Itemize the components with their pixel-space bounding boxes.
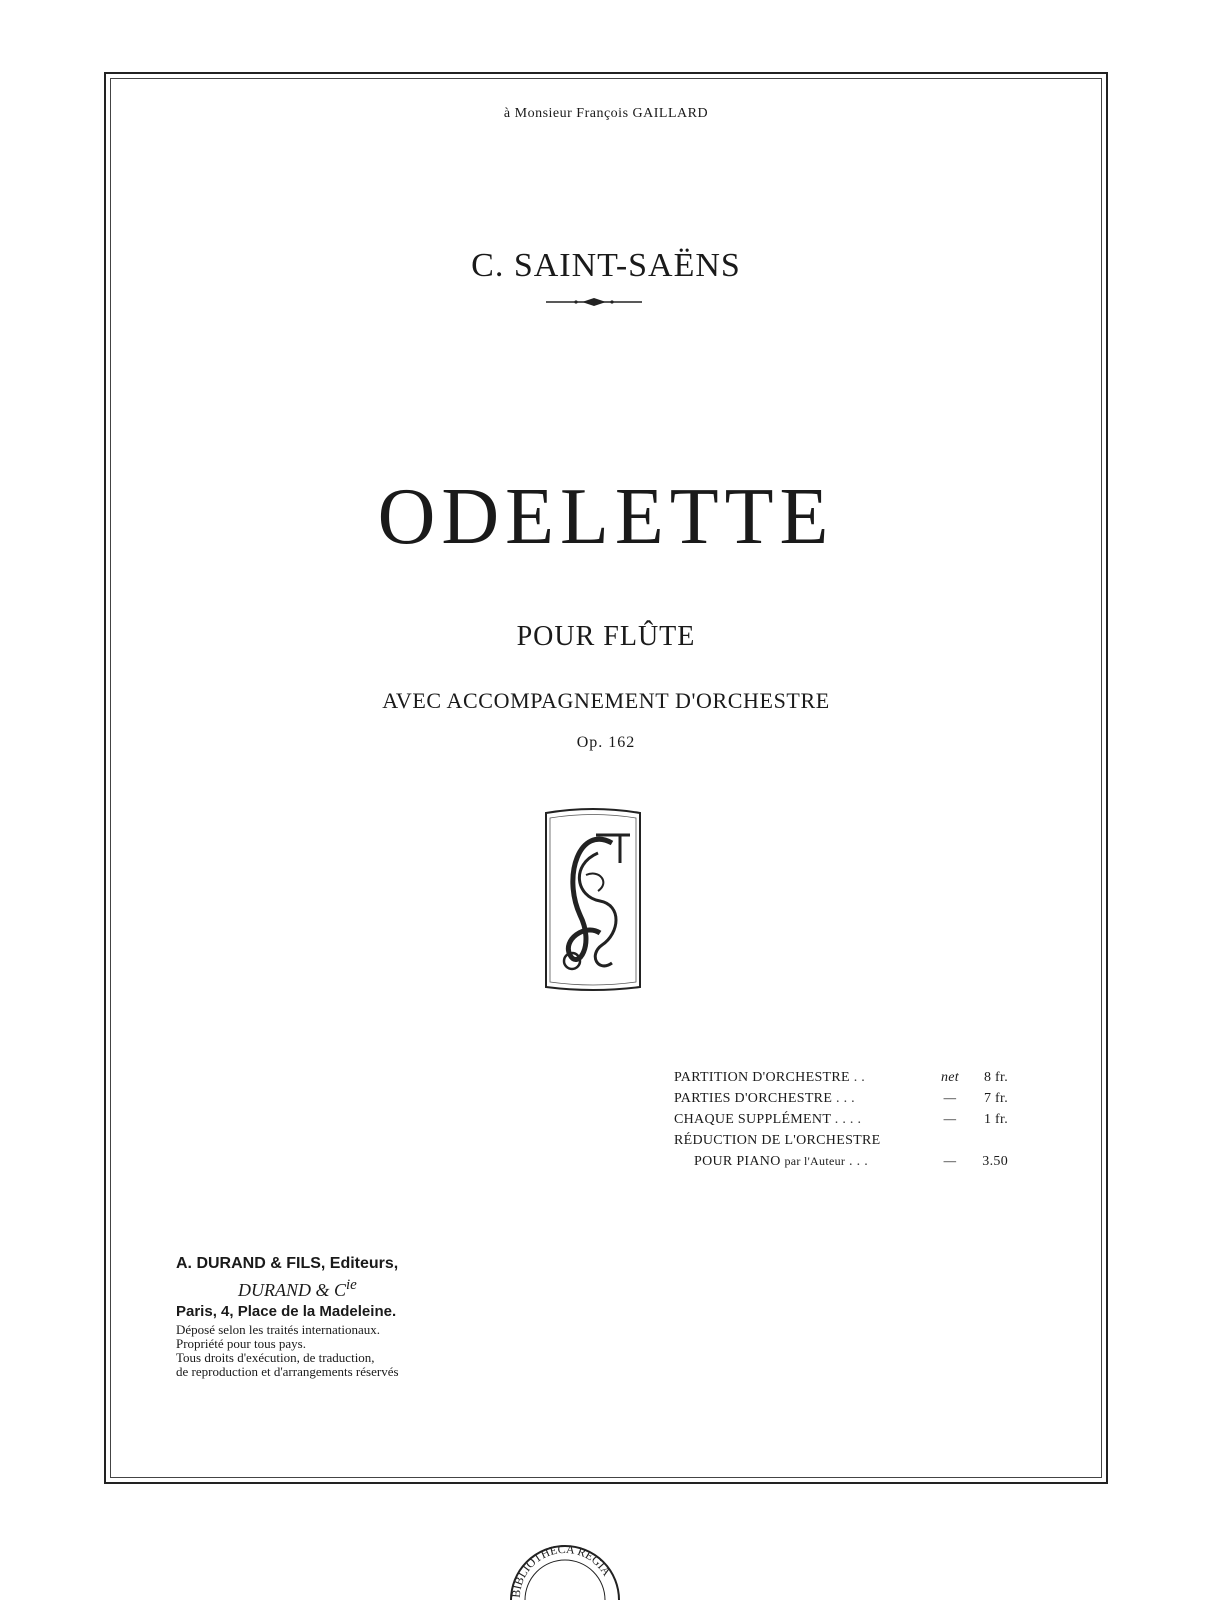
opus-number: Op. 162 bbox=[576, 734, 636, 751]
dedication: à Monsieur François GAILLARD bbox=[503, 106, 709, 121]
price-value: 7 fr. bbox=[983, 1091, 1008, 1106]
price-row bbox=[674, 1130, 1014, 1151]
publisher-name: A. DURAND & FILS, Editeurs, bbox=[176, 1255, 399, 1272]
publisher-block bbox=[176, 1254, 506, 1379]
publisher-address: Paris, 4, Place de la Madeleine. bbox=[176, 1303, 397, 1320]
svg-text:BIBLIOTHECA REGIA bbox=[509, 1542, 614, 1598]
rights-line: Déposé selon les traités internationaux. bbox=[176, 1322, 380, 1337]
price-value: 1 fr. bbox=[983, 1112, 1008, 1127]
price-caption: par l'Auteur bbox=[784, 1154, 846, 1168]
price-mark: net bbox=[940, 1070, 959, 1085]
stamp-text: BIBLIOTHECA REGIA bbox=[508, 1541, 615, 1599]
publisher-successor-name: DURAND & C bbox=[238, 1280, 346, 1300]
publisher-successor bbox=[176, 1274, 506, 1301]
price-row bbox=[674, 1151, 1014, 1172]
work-title: ODELETTE bbox=[377, 473, 835, 561]
price-value: 8 fr. bbox=[983, 1070, 1008, 1085]
price-row bbox=[674, 1088, 1014, 1109]
instrument-subtitle: POUR FLÛTE bbox=[516, 621, 696, 652]
price-item: PARTITION D'ORCHESTRE bbox=[674, 1070, 850, 1085]
accompaniment-line: AVEC ACCOMPAGNEMENT D'ORCHESTRE bbox=[382, 688, 830, 713]
monogram-emblem-icon bbox=[540, 805, 646, 993]
composer-name: C. SAINT-SAËNS bbox=[471, 247, 741, 284]
ornament-divider-icon bbox=[546, 296, 642, 308]
rights-line: Tous droits d'exécution, de traduction, bbox=[176, 1350, 375, 1365]
price-item: CHAQUE SUPPLÉMENT bbox=[674, 1112, 831, 1127]
price-row bbox=[674, 1067, 1014, 1088]
rights-line: Propriété pour tous pays. bbox=[176, 1336, 306, 1351]
library-stamp-icon bbox=[500, 1528, 630, 1600]
price-item: RÉDUCTION DE L'ORCHESTRE bbox=[674, 1133, 881, 1148]
leader-dots: . . . . bbox=[834, 1112, 862, 1127]
publisher-successor-suffix: ie bbox=[346, 1277, 357, 1293]
price-list bbox=[674, 1067, 1014, 1172]
price-value: 3.50 bbox=[982, 1154, 1008, 1169]
leader-dots: . . bbox=[853, 1070, 866, 1085]
rights-line: de reproduction et d'arrangements réservés bbox=[176, 1364, 399, 1379]
leader-dots: . . . bbox=[849, 1154, 868, 1169]
price-mark: — bbox=[943, 1091, 957, 1106]
price-item: PARTIES D'ORCHESTRE bbox=[674, 1091, 833, 1106]
price-mark: — bbox=[943, 1112, 957, 1127]
leader-dots: . . . bbox=[835, 1091, 855, 1106]
price-item: POUR PIANO bbox=[694, 1154, 781, 1169]
price-mark: — bbox=[943, 1154, 957, 1169]
price-row bbox=[674, 1109, 1014, 1130]
